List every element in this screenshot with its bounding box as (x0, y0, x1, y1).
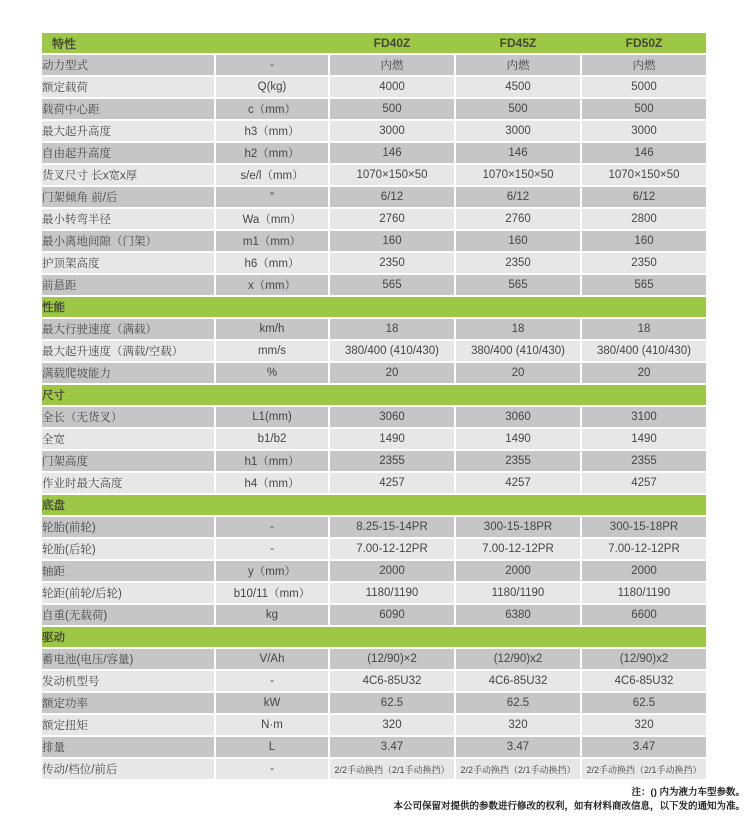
spec-unit-cell: km/h (216, 319, 328, 339)
spec-unit-cell: h4（mm） (216, 473, 328, 493)
spec-row (42, 55, 706, 75)
section-header-row (42, 297, 706, 317)
spec-value-cell: 3000 (582, 121, 706, 141)
spec-row (42, 165, 706, 185)
spec-label-cell: 全宽 (42, 429, 214, 449)
spec-unit-cell: c（mm） (216, 99, 328, 119)
spec-label-cell: 额定载荷 (42, 77, 214, 97)
spec-unit-cell: h6（mm） (216, 253, 328, 273)
spec-unit-cell: % (216, 363, 328, 383)
spec-label-cell: 最大起升速度（满载/空载） (42, 341, 214, 361)
spec-unit-cell: L (216, 737, 328, 757)
spec-label-cell: 最大起升高度 (42, 121, 214, 141)
spec-value-cell: 320 (330, 715, 454, 735)
spec-value-cell: 18 (330, 319, 454, 339)
spec-unit-cell: - (216, 55, 328, 75)
spec-value-cell: 内燃 (330, 55, 454, 75)
section-title: 驱动 (42, 627, 706, 647)
spec-label-cell: 护顶架高度 (42, 253, 214, 273)
spec-value-cell: 380/400 (410/430) (330, 341, 454, 361)
spec-row (42, 517, 706, 537)
spec-value-cell: 2355 (330, 451, 454, 471)
spec-row (42, 363, 706, 383)
spec-row (42, 737, 706, 757)
section-title: 性能 (42, 297, 706, 317)
spec-value-cell: 62.5 (330, 693, 454, 713)
spec-value-cell: 2760 (330, 209, 454, 229)
spec-unit-cell: kW (216, 693, 328, 713)
spec-value-cell: 565 (456, 275, 580, 295)
spec-label-cell: 门架高度 (42, 451, 214, 471)
spec-value-cell: 1070×150×50 (330, 165, 454, 185)
spec-value-cell: 内燃 (456, 55, 580, 75)
spec-value-cell: 18 (582, 319, 706, 339)
spec-label-cell: 门架倾角 前/后 (42, 187, 214, 207)
spec-unit-cell: b1/b2 (216, 429, 328, 449)
spec-label-cell: 载荷中心距 (42, 99, 214, 119)
spec-value-cell: 62.5 (456, 693, 580, 713)
spec-unit-cell: Wa（mm） (216, 209, 328, 229)
spec-row (42, 275, 706, 295)
spec-row (42, 341, 706, 361)
spec-value-cell: 4C6-85U32 (582, 671, 706, 691)
spec-value-cell: 1180/1190 (330, 583, 454, 603)
spec-label-cell: 作业时最大高度 (42, 473, 214, 493)
spec-row (42, 583, 706, 603)
spec-value-cell: 500 (456, 99, 580, 119)
spec-value-cell: 2350 (330, 253, 454, 273)
spec-table-rows (42, 55, 706, 779)
spec-value-cell: 3.47 (456, 737, 580, 757)
spec-row (42, 143, 706, 163)
spec-value-cell: 20 (456, 363, 580, 383)
spec-value-cell: 4257 (330, 473, 454, 493)
section-title: 尺寸 (42, 385, 706, 405)
spec-value-cell: 3000 (330, 121, 454, 141)
spec-row (42, 319, 706, 339)
spec-row (42, 407, 706, 427)
spec-value-cell: 146 (582, 143, 706, 163)
spec-value-cell: 4257 (456, 473, 580, 493)
spec-value-cell: 160 (582, 231, 706, 251)
table-header-row (42, 33, 706, 53)
spec-value-cell: 2355 (582, 451, 706, 471)
spec-value-cell: 6/12 (330, 187, 454, 207)
spec-value-cell: 2350 (582, 253, 706, 273)
spec-label-cell: 最小离地间隙（门架） (42, 231, 214, 251)
footnote-line-1: 注：() 内为液力车型参数。 (631, 787, 745, 798)
spec-label-cell: 蓄电池(电压/容量) (42, 649, 214, 669)
spec-value-cell: (12/90)x2 (456, 649, 580, 669)
spec-value-cell: 380/400 (410/430) (582, 341, 706, 361)
spec-unit-cell: h1（mm） (216, 451, 328, 471)
section-header-row (42, 495, 706, 515)
spec-value-cell: 2350 (456, 253, 580, 273)
spec-unit-cell: - (216, 759, 328, 779)
spec-label-cell: 自由起升高度 (42, 143, 214, 163)
spec-value-cell: 1180/1190 (582, 583, 706, 603)
spec-value-cell: 3.47 (330, 737, 454, 757)
spec-value-cell: 7.00-12-12PR (582, 539, 706, 559)
spec-label-cell: 额定扭矩 (42, 715, 214, 735)
spec-row (42, 715, 706, 735)
spec-label-cell: 传动/档位/前后 (42, 759, 214, 779)
spec-value-cell: 2355 (456, 451, 580, 471)
spec-value-cell: 320 (456, 715, 580, 735)
spec-value-cell: 1180/1190 (456, 583, 580, 603)
spec-value-cell: 2/2手动换挡（2/1手动换挡） (456, 759, 580, 779)
spec-unit-cell: h2（mm） (216, 143, 328, 163)
spec-value-cell: 160 (456, 231, 580, 251)
spec-row (42, 473, 706, 493)
spec-label-cell: 轴距 (42, 561, 214, 581)
spec-row (42, 253, 706, 273)
model-header-fd50z: FD50Z (625, 36, 663, 50)
spec-row (42, 561, 706, 581)
spec-value-cell: 1070×150×50 (456, 165, 580, 185)
spec-value-cell: 146 (330, 143, 454, 163)
spec-value-cell: 300-15-18PR (456, 517, 580, 537)
spec-value-cell: 1490 (582, 429, 706, 449)
spec-value-cell: 500 (330, 99, 454, 119)
spec-value-cell: 6090 (330, 605, 454, 625)
spec-unit-cell: h3（mm） (216, 121, 328, 141)
spec-value-cell: 300-15-18PR (582, 517, 706, 537)
spec-value-cell: 6380 (456, 605, 580, 625)
spec-value-cell: 8.25-15-14PR (330, 517, 454, 537)
spec-row (42, 429, 706, 449)
spec-value-cell: 3060 (456, 407, 580, 427)
spec-unit-cell: L1(mm) (216, 407, 328, 427)
spec-value-cell: 6/12 (582, 187, 706, 207)
spec-unit-cell: - (216, 539, 328, 559)
spec-row (42, 671, 706, 691)
spec-table (40, 31, 708, 781)
spec-value-cell: 160 (330, 231, 454, 251)
spec-unit-cell: m1（mm） (216, 231, 328, 251)
spec-unit-cell: b10/11（mm） (216, 583, 328, 603)
spec-unit-cell: V/Ah (216, 649, 328, 669)
spec-label-cell: 自重(无载荷) (42, 605, 214, 625)
spec-unit-cell: - (216, 517, 328, 537)
spec-row (42, 187, 706, 207)
spec-value-cell: 62.5 (582, 693, 706, 713)
spec-label-cell: 前悬距 (42, 275, 214, 295)
spec-label-cell: 额定功率 (42, 693, 214, 713)
spec-value-cell: 565 (330, 275, 454, 295)
table-header-bar (42, 33, 706, 53)
spec-value-cell: 2000 (582, 561, 706, 581)
spec-value-cell: 20 (330, 363, 454, 383)
spec-value-cell: 18 (456, 319, 580, 339)
spec-value-cell: 7.00-12-12PR (456, 539, 580, 559)
spec-unit-cell: ° (216, 187, 328, 207)
footnotes (393, 786, 745, 814)
spec-unit-cell: - (216, 671, 328, 691)
spec-value-cell: 7.00-12-12PR (330, 539, 454, 559)
spec-row (42, 693, 706, 713)
spec-value-cell: 1490 (330, 429, 454, 449)
footnote-line-2: 本公司保留对提供的参数进行修改的权利，如有材料商改信息，以下发的通知为准。 (393, 801, 745, 812)
spec-value-cell: 2/2手动换挡（2/1手动换挡） (330, 759, 454, 779)
spec-label-cell: 全长（无货叉） (42, 407, 214, 427)
spec-unit-cell: N·m (216, 715, 328, 735)
spec-row (42, 209, 706, 229)
spec-row (42, 77, 706, 97)
spec-value-cell: 4500 (456, 77, 580, 97)
spec-value-cell: 1070×150×50 (582, 165, 706, 185)
spec-label-cell: 动力型式 (42, 55, 214, 75)
feature-column-header: 特性 (52, 36, 77, 51)
spec-row (42, 99, 706, 119)
spec-value-cell: 146 (456, 143, 580, 163)
spec-value-cell: 3100 (582, 407, 706, 427)
spec-unit-cell: x（mm） (216, 275, 328, 295)
spec-value-cell: 2/2手动换挡（2/1手动换挡） (582, 759, 706, 779)
spec-label-cell: 轮胎(后轮) (42, 539, 214, 559)
spec-value-cell: 4C6-85U32 (330, 671, 454, 691)
spec-label-cell: 货叉尺寸 长x宽x厚 (42, 165, 214, 185)
model-header-fd40z: FD40Z (373, 36, 411, 50)
spec-value-cell: 380/400 (410/430) (456, 341, 580, 361)
spec-value-cell: 2000 (330, 561, 454, 581)
spec-value-cell: 4000 (330, 77, 454, 97)
section-title: 底盘 (42, 495, 706, 515)
spec-value-cell: 3.47 (582, 737, 706, 757)
spec-row (42, 605, 706, 625)
spec-unit-cell: Q(kg) (216, 77, 328, 97)
spec-value-cell: 4C6-85U32 (456, 671, 580, 691)
spec-label-cell: 最大行驶速度（满载） (42, 319, 214, 339)
spec-value-cell: (12/90)x2 (582, 649, 706, 669)
section-header-row (42, 385, 706, 405)
spec-value-cell: 1490 (456, 429, 580, 449)
spec-row (42, 121, 706, 141)
spec-label-cell: 最小转弯半径 (42, 209, 214, 229)
spec-unit-cell: mm/s (216, 341, 328, 361)
spec-value-cell: 565 (582, 275, 706, 295)
spec-row (42, 539, 706, 559)
spec-value-cell: 20 (582, 363, 706, 383)
spec-value-cell: 3000 (456, 121, 580, 141)
spec-value-cell: 2760 (456, 209, 580, 229)
spec-unit-cell: kg (216, 605, 328, 625)
spec-label-cell: 轮胎(前轮) (42, 517, 214, 537)
spec-value-cell: 2000 (456, 561, 580, 581)
spec-value-cell: 4257 (582, 473, 706, 493)
spec-value-cell: (12/90)×2 (330, 649, 454, 669)
spec-label-cell: 满载爬坡能力 (42, 363, 214, 383)
spec-row (42, 759, 706, 779)
model-header-fd45z: FD45Z (499, 36, 537, 50)
spec-label-cell: 发动机型号 (42, 671, 214, 691)
spec-value-cell: 内燃 (582, 55, 706, 75)
spec-value-cell: 5000 (582, 77, 706, 97)
spec-value-cell: 500 (582, 99, 706, 119)
spec-value-cell: 3060 (330, 407, 454, 427)
spec-value-cell: 320 (582, 715, 706, 735)
spec-label-cell: 轮距(前轮/后轮) (42, 583, 214, 603)
spec-value-cell: 6/12 (456, 187, 580, 207)
spec-row (42, 649, 706, 669)
spec-value-cell: 2800 (582, 209, 706, 229)
spec-row (42, 231, 706, 251)
spec-label-cell: 排量 (42, 737, 214, 757)
section-header-row (42, 627, 706, 647)
spec-row (42, 451, 706, 471)
spec-unit-cell: s/e/l（mm） (216, 165, 328, 185)
spec-value-cell: 6600 (582, 605, 706, 625)
spec-unit-cell: y（mm） (216, 561, 328, 581)
